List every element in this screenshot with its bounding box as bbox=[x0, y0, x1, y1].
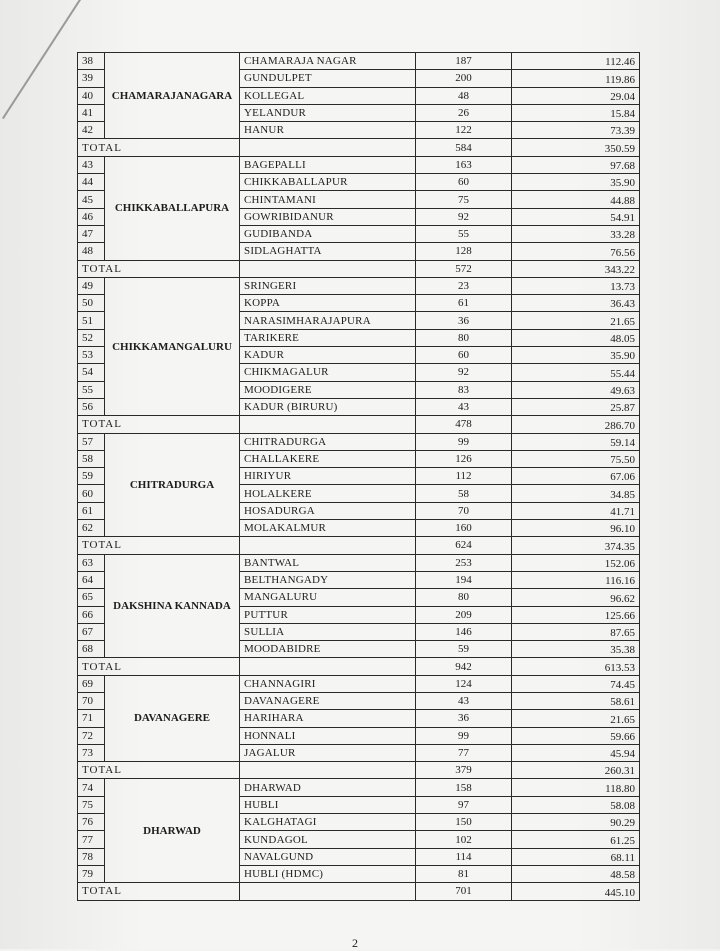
value-cell: 92 bbox=[416, 208, 512, 225]
taluk-name-cell: NARASIMHARAJAPURA bbox=[240, 312, 416, 329]
value-cell: 160 bbox=[416, 520, 512, 537]
value-cell: 61 bbox=[416, 295, 512, 312]
total-value-cell: 478 bbox=[416, 416, 512, 433]
serial-number-cell: 47 bbox=[78, 225, 105, 242]
total-amount-cell: 374.35 bbox=[512, 537, 640, 554]
taluk-data-table bbox=[77, 52, 640, 901]
serial-number-cell: 63 bbox=[78, 554, 105, 571]
serial-number-cell: 55 bbox=[78, 381, 105, 398]
serial-number-cell: 39 bbox=[78, 70, 105, 87]
amount-cell: 41.71 bbox=[512, 502, 640, 519]
total-value-cell: 584 bbox=[416, 139, 512, 156]
total-label: TOTAL bbox=[78, 260, 240, 277]
serial-number-cell: 71 bbox=[78, 710, 105, 727]
value-cell: 43 bbox=[416, 692, 512, 709]
taluk-name-cell: MOODIGERE bbox=[240, 381, 416, 398]
total-amount-cell: 445.10 bbox=[512, 883, 640, 900]
value-cell: 200 bbox=[416, 70, 512, 87]
taluk-name-cell: MOODABIDRE bbox=[240, 641, 416, 658]
table-row bbox=[78, 675, 640, 692]
amount-cell: 74.45 bbox=[512, 675, 640, 692]
serial-number-cell: 65 bbox=[78, 589, 105, 606]
amount-cell: 35.90 bbox=[512, 347, 640, 364]
taluk-name-cell: KADUR (BIRURU) bbox=[240, 398, 416, 415]
taluk-name-cell: SRINGERI bbox=[240, 277, 416, 294]
value-cell: 81 bbox=[416, 865, 512, 882]
value-cell: 48 bbox=[416, 87, 512, 104]
serial-number-cell: 58 bbox=[78, 450, 105, 467]
taluk-name-cell: JAGALUR bbox=[240, 744, 416, 761]
taluk-name-cell: CHINTAMANI bbox=[240, 191, 416, 208]
serial-number-cell: 60 bbox=[78, 485, 105, 502]
taluk-name-cell: KALGHATAGI bbox=[240, 814, 416, 831]
taluk-name-cell: KOPPA bbox=[240, 295, 416, 312]
amount-cell: 152.06 bbox=[512, 554, 640, 571]
taluk-name-cell: CHIKKABALLAPUR bbox=[240, 174, 416, 191]
amount-cell: 48.05 bbox=[512, 329, 640, 346]
total-value-cell: 624 bbox=[416, 537, 512, 554]
amount-cell: 13.73 bbox=[512, 277, 640, 294]
taluk-name-cell: HONNALI bbox=[240, 727, 416, 744]
value-cell: 75 bbox=[416, 191, 512, 208]
serial-number-cell: 66 bbox=[78, 606, 105, 623]
total-label: TOTAL bbox=[78, 883, 240, 900]
taluk-name-cell: GOWRIBIDANUR bbox=[240, 208, 416, 225]
district-name-cell: DHARWAD bbox=[105, 779, 240, 883]
taluk-name-cell: HARIHARA bbox=[240, 710, 416, 727]
amount-cell: 96.10 bbox=[512, 520, 640, 537]
taluk-name-cell: HOLALKERE bbox=[240, 485, 416, 502]
value-cell: 80 bbox=[416, 589, 512, 606]
total-row bbox=[78, 260, 640, 277]
taluk-name-cell: NAVALGUND bbox=[240, 848, 416, 865]
total-value-cell: 379 bbox=[416, 762, 512, 779]
table-row bbox=[78, 277, 640, 294]
taluk-name-cell: CHAMARAJA NAGAR bbox=[240, 53, 416, 70]
value-cell: 92 bbox=[416, 364, 512, 381]
amount-cell: 97.68 bbox=[512, 156, 640, 173]
serial-number-cell: 44 bbox=[78, 174, 105, 191]
serial-number-cell: 57 bbox=[78, 433, 105, 450]
taluk-name-cell: HUBLI (HDMC) bbox=[240, 865, 416, 882]
amount-cell: 68.11 bbox=[512, 848, 640, 865]
value-cell: 158 bbox=[416, 779, 512, 796]
serial-number-cell: 42 bbox=[78, 122, 105, 139]
district-name-cell: CHITRADURGA bbox=[105, 433, 240, 537]
serial-number-cell: 59 bbox=[78, 468, 105, 485]
taluk-name-cell: CHANNAGIRI bbox=[240, 675, 416, 692]
taluk-name-cell: SIDLAGHATTA bbox=[240, 243, 416, 260]
amount-cell: 35.38 bbox=[512, 641, 640, 658]
amount-cell: 25.87 bbox=[512, 398, 640, 415]
value-cell: 150 bbox=[416, 814, 512, 831]
total-label: TOTAL bbox=[78, 658, 240, 675]
value-cell: 163 bbox=[416, 156, 512, 173]
value-cell: 59 bbox=[416, 641, 512, 658]
value-cell: 36 bbox=[416, 312, 512, 329]
total-label: TOTAL bbox=[78, 416, 240, 433]
serial-number-cell: 75 bbox=[78, 796, 105, 813]
district-name-cell: CHIKKABALLAPURA bbox=[105, 156, 240, 260]
total-empty-cell bbox=[240, 139, 416, 156]
value-cell: 97 bbox=[416, 796, 512, 813]
value-cell: 60 bbox=[416, 347, 512, 364]
serial-number-cell: 79 bbox=[78, 865, 105, 882]
serial-number-cell: 76 bbox=[78, 814, 105, 831]
taluk-name-cell: KOLLEGAL bbox=[240, 87, 416, 104]
serial-number-cell: 69 bbox=[78, 675, 105, 692]
total-row bbox=[78, 537, 640, 554]
value-cell: 102 bbox=[416, 831, 512, 848]
total-row bbox=[78, 762, 640, 779]
amount-cell: 58.61 bbox=[512, 692, 640, 709]
value-cell: 253 bbox=[416, 554, 512, 571]
district-name-cell: CHAMARAJANAGARA bbox=[105, 53, 240, 139]
taluk-name-cell: TARIKERE bbox=[240, 329, 416, 346]
value-cell: 112 bbox=[416, 468, 512, 485]
total-row bbox=[78, 658, 640, 675]
amount-cell: 112.46 bbox=[512, 53, 640, 70]
taluk-name-cell: YELANDUR bbox=[240, 104, 416, 121]
amount-cell: 48.58 bbox=[512, 865, 640, 882]
amount-cell: 76.56 bbox=[512, 243, 640, 260]
taluk-name-cell: HUBLI bbox=[240, 796, 416, 813]
serial-number-cell: 43 bbox=[78, 156, 105, 173]
total-value-cell: 572 bbox=[416, 260, 512, 277]
table-row bbox=[78, 433, 640, 450]
value-cell: 126 bbox=[416, 450, 512, 467]
total-empty-cell bbox=[240, 658, 416, 675]
amount-cell: 73.39 bbox=[512, 122, 640, 139]
total-empty-cell bbox=[240, 883, 416, 900]
amount-cell: 33.28 bbox=[512, 225, 640, 242]
total-amount-cell: 260.31 bbox=[512, 762, 640, 779]
value-cell: 70 bbox=[416, 502, 512, 519]
amount-cell: 125.66 bbox=[512, 606, 640, 623]
taluk-name-cell: CHITRADURGA bbox=[240, 433, 416, 450]
total-empty-cell bbox=[240, 762, 416, 779]
amount-cell: 61.25 bbox=[512, 831, 640, 848]
value-cell: 77 bbox=[416, 744, 512, 761]
taluk-name-cell: GUDIBANDA bbox=[240, 225, 416, 242]
taluk-name-cell: KADUR bbox=[240, 347, 416, 364]
table-row bbox=[78, 53, 640, 70]
amount-cell: 58.08 bbox=[512, 796, 640, 813]
total-empty-cell bbox=[240, 416, 416, 433]
district-name-cell: DAVANAGERE bbox=[105, 675, 240, 761]
page-number: 2 bbox=[352, 936, 358, 950]
amount-cell: 116.16 bbox=[512, 571, 640, 588]
value-cell: 99 bbox=[416, 727, 512, 744]
amount-cell: 21.65 bbox=[512, 312, 640, 329]
value-cell: 194 bbox=[416, 571, 512, 588]
table-row bbox=[78, 554, 640, 571]
serial-number-cell: 50 bbox=[78, 295, 105, 312]
value-cell: 80 bbox=[416, 329, 512, 346]
amount-cell: 36.43 bbox=[512, 295, 640, 312]
taluk-name-cell: MANGALURU bbox=[240, 589, 416, 606]
amount-cell: 54.91 bbox=[512, 208, 640, 225]
value-cell: 43 bbox=[416, 398, 512, 415]
serial-number-cell: 67 bbox=[78, 623, 105, 640]
serial-number-cell: 73 bbox=[78, 744, 105, 761]
value-cell: 209 bbox=[416, 606, 512, 623]
value-cell: 187 bbox=[416, 53, 512, 70]
serial-number-cell: 45 bbox=[78, 191, 105, 208]
taluk-name-cell: SULLIA bbox=[240, 623, 416, 640]
total-amount-cell: 350.59 bbox=[512, 139, 640, 156]
total-label: TOTAL bbox=[78, 762, 240, 779]
amount-cell: 34.85 bbox=[512, 485, 640, 502]
total-amount-cell: 613.53 bbox=[512, 658, 640, 675]
value-cell: 146 bbox=[416, 623, 512, 640]
taluk-name-cell: MOLAKALMUR bbox=[240, 520, 416, 537]
total-label: TOTAL bbox=[78, 139, 240, 156]
amount-cell: 96.62 bbox=[512, 589, 640, 606]
amount-cell: 21.65 bbox=[512, 710, 640, 727]
district-name-cell: DAKSHINA KANNADA bbox=[105, 554, 240, 658]
serial-number-cell: 61 bbox=[78, 502, 105, 519]
serial-number-cell: 53 bbox=[78, 347, 105, 364]
amount-cell: 15.84 bbox=[512, 104, 640, 121]
amount-cell: 90.29 bbox=[512, 814, 640, 831]
serial-number-cell: 78 bbox=[78, 848, 105, 865]
total-value-cell: 942 bbox=[416, 658, 512, 675]
taluk-name-cell: HANUR bbox=[240, 122, 416, 139]
serial-number-cell: 70 bbox=[78, 692, 105, 709]
amount-cell: 87.65 bbox=[512, 623, 640, 640]
taluk-name-cell: DAVANAGERE bbox=[240, 692, 416, 709]
taluk-name-cell: KUNDAGOL bbox=[240, 831, 416, 848]
serial-number-cell: 56 bbox=[78, 398, 105, 415]
total-amount-cell: 343.22 bbox=[512, 260, 640, 277]
total-value-cell: 701 bbox=[416, 883, 512, 900]
total-empty-cell bbox=[240, 260, 416, 277]
serial-number-cell: 48 bbox=[78, 243, 105, 260]
serial-number-cell: 74 bbox=[78, 779, 105, 796]
serial-number-cell: 51 bbox=[78, 312, 105, 329]
value-cell: 99 bbox=[416, 433, 512, 450]
amount-cell: 59.14 bbox=[512, 433, 640, 450]
serial-number-cell: 72 bbox=[78, 727, 105, 744]
serial-number-cell: 52 bbox=[78, 329, 105, 346]
taluk-name-cell: BAGEPALLI bbox=[240, 156, 416, 173]
value-cell: 58 bbox=[416, 485, 512, 502]
district-name-cell: CHIKKAMANGALURU bbox=[105, 277, 240, 415]
value-cell: 114 bbox=[416, 848, 512, 865]
serial-number-cell: 40 bbox=[78, 87, 105, 104]
amount-cell: 59.66 bbox=[512, 727, 640, 744]
serial-number-cell: 41 bbox=[78, 104, 105, 121]
amount-cell: 29.04 bbox=[512, 87, 640, 104]
total-label: TOTAL bbox=[78, 537, 240, 554]
amount-cell: 118.80 bbox=[512, 779, 640, 796]
taluk-name-cell: BELTHANGADY bbox=[240, 571, 416, 588]
amount-cell: 45.94 bbox=[512, 744, 640, 761]
serial-number-cell: 54 bbox=[78, 364, 105, 381]
serial-number-cell: 64 bbox=[78, 571, 105, 588]
serial-number-cell: 38 bbox=[78, 53, 105, 70]
serial-number-cell: 77 bbox=[78, 831, 105, 848]
amount-cell: 67.06 bbox=[512, 468, 640, 485]
taluk-name-cell: CHALLAKERE bbox=[240, 450, 416, 467]
amount-cell: 119.86 bbox=[512, 70, 640, 87]
taluk-name-cell: BANTWAL bbox=[240, 554, 416, 571]
total-row bbox=[78, 883, 640, 900]
taluk-name-cell: HOSADURGA bbox=[240, 502, 416, 519]
total-row bbox=[78, 139, 640, 156]
value-cell: 60 bbox=[416, 174, 512, 191]
taluk-name-cell: GUNDULPET bbox=[240, 70, 416, 87]
serial-number-cell: 62 bbox=[78, 520, 105, 537]
value-cell: 128 bbox=[416, 243, 512, 260]
serial-number-cell: 49 bbox=[78, 277, 105, 294]
serial-number-cell: 46 bbox=[78, 208, 105, 225]
value-cell: 23 bbox=[416, 277, 512, 294]
total-empty-cell bbox=[240, 537, 416, 554]
total-row bbox=[78, 416, 640, 433]
taluk-name-cell: PUTTUR bbox=[240, 606, 416, 623]
table-row bbox=[78, 156, 640, 173]
value-cell: 36 bbox=[416, 710, 512, 727]
taluk-name-cell: CHIKMAGALUR bbox=[240, 364, 416, 381]
serial-number-cell: 68 bbox=[78, 641, 105, 658]
value-cell: 55 bbox=[416, 225, 512, 242]
amount-cell: 44.88 bbox=[512, 191, 640, 208]
value-cell: 83 bbox=[416, 381, 512, 398]
total-amount-cell: 286.70 bbox=[512, 416, 640, 433]
amount-cell: 49.63 bbox=[512, 381, 640, 398]
value-cell: 124 bbox=[416, 675, 512, 692]
amount-cell: 75.50 bbox=[512, 450, 640, 467]
taluk-name-cell: DHARWAD bbox=[240, 779, 416, 796]
value-cell: 26 bbox=[416, 104, 512, 121]
amount-cell: 35.90 bbox=[512, 174, 640, 191]
table-row bbox=[78, 779, 640, 796]
taluk-name-cell: HIRIYUR bbox=[240, 468, 416, 485]
amount-cell: 55.44 bbox=[512, 364, 640, 381]
value-cell: 122 bbox=[416, 122, 512, 139]
